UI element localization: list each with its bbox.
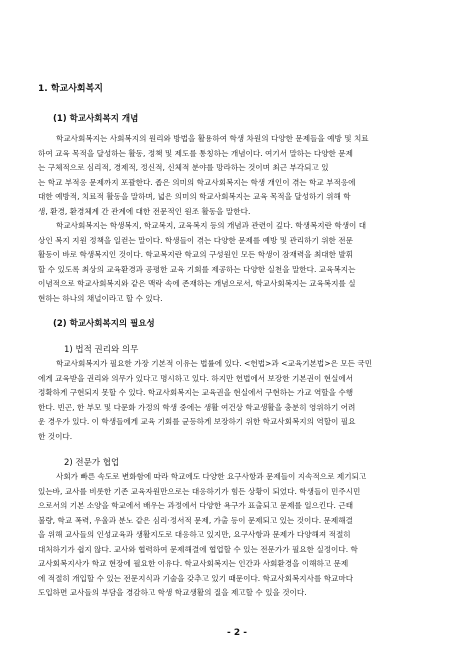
page-number: - 2 - xyxy=(227,628,247,638)
section-heading: 1. 학교사회복지 xyxy=(38,84,103,94)
text-line: 으로서의 기본 소양을 학교에서 배우는 과정에서 다양한 욕구가 표출되고 문제를 일으킨다. 근태 xyxy=(38,501,354,510)
text-line: 정확하게 구현되지 못할 수 있다. 학교사회복지는 교육권을 현실에서 구현하는 가교 역할을 수행 xyxy=(38,388,354,397)
text-line: 교사회복지사가 학교 현장에 필요한 이유다. 학교사회복지는 인간과 사회환경을 이해하고 문제 xyxy=(38,559,349,568)
text-line: 는 학교 부적응 문제까지 포괄한다. 좁은 의미의 학교사회복지는 학생 개인이 겪는 학교 부적응에 xyxy=(38,177,356,187)
text-line: 에게 교육받을 권리와 의무가 있다고 명시하고 있다. 하지만 헌법에서 보장한 기본권이 현실에서 xyxy=(38,373,354,383)
subsection-title-necessity: (2) 학교사회복지의 필요성 xyxy=(53,319,155,329)
text-line: 학교사회복지는 학생복지, 학교복지, 교육복지 등의 개념과 관련이 깊다. 학생복지란 학생이 대 xyxy=(56,221,367,230)
text-line: 상인 복지 지원 정책을 일컫는 말이다. 학생들이 겪는 다양한 문제를 예방 및 관리하기 위한 전문 xyxy=(38,235,353,245)
item-title-collaboration: 2) 전문가 협업 xyxy=(64,458,120,468)
text-line: 도입하면 교사들의 부담을 경감하고 학생 학교생활의 질을 제고할 수 있을 것이다. xyxy=(38,588,307,597)
legal-paragraph xyxy=(38,357,436,444)
text-line: 학교사회복지가 필요한 가장 기본적 이유는 법률에 있다. <헌법>과 <교육기본법>은 모든 국민 xyxy=(56,359,373,368)
text-line: 을 위해 교사들의 인성교육과 생활지도로 대응하고 있지만, 요구사항과 문제가 다양해져 적절히 xyxy=(38,530,351,539)
text-line: 생, 환경, 환경체계 간 관계에 대한 전문적인 원조 활동을 말한다. xyxy=(38,206,251,216)
concept-paragraph-1 xyxy=(38,132,436,219)
text-line: 한다. 빈곤, 한 부모 및 다문화 가정의 학생 중에는 생활 여건상 학교생활을 충분히 영위하기 어려 xyxy=(38,402,356,412)
text-line: 학교사회복지는 사회복지의 원리와 방법을 활용하여 학생 차원의 다양한 문제들을 예방 및 치료 xyxy=(56,134,369,143)
text-line: 한 것이다. xyxy=(38,431,73,441)
text-line: 사회가 빠른 속도로 변화함에 따라 학교에도 다양한 요구사항과 문제들이 지속적으로 제기되고 xyxy=(56,472,367,481)
collaboration-paragraph xyxy=(38,470,436,601)
text-line: 대한 예방적, 치료적 활동을 말하며, 넓은 의미의 학교사회복지는 교육 목적을 달성하기 위해 학 xyxy=(38,192,351,201)
text-line: 있는바, 교사를 비롯한 기존 교육자원만으로는 대응하기가 힘든 상황이 되었다. 학생들이 민주시민 xyxy=(38,486,361,496)
text-line: 할 수 있도록 최상의 교육환경과 공평한 교육 기회를 제공하는 다양한 실천을 말한다. 교육복지는 xyxy=(38,264,356,274)
text-line: 이념적으로 학교사회복지와 같은 맥락 속에 존재하는 개념으로서, 학교사회복지는 교육복지를 실 xyxy=(38,279,356,288)
text-line: 현하는 하나의 채널이라고 할 수 있다. xyxy=(38,293,163,303)
concept-paragraph-2 xyxy=(38,219,436,306)
text-line: 대처하기가 쉽지 않다. 교사와 협력하여 문제해결에 협업할 수 있는 전문가가 필요한 실정이다. 학 xyxy=(38,544,358,554)
text-line: 하여 교육 목적을 달성하는 활동, 정책 및 제도를 통칭하는 개념이다. 여기서 말하는 다양한 문제 xyxy=(38,148,353,158)
item-title-legal: 1) 법적 권리와 의무 xyxy=(64,345,139,355)
text-line: 운 경우가 있다. 이 학생들에게 교육 기회를 균등하게 보장하기 위한 학교사회복지의 역할이 필요 xyxy=(38,417,356,426)
text-line: 에 적절히 개입할 수 있는 전문지식과 기술을 갖추고 있기 때문이다. 학교사회복지사를 학교마다 xyxy=(38,573,354,583)
subsection-title-concept: (1) 학교사회복지 개념 xyxy=(53,114,139,124)
text-line: 활동이 바로 학생복지인 것이다. 학교복지란 학교의 구성원인 모든 학생이 잠재력을 최대한 발휘 xyxy=(38,250,354,259)
text-line: 불량, 학교 폭력, 우울과 분노 같은 심리·정서적 문제, 가출 등이 문제되고 있는 것이다. 문제해결 xyxy=(38,515,353,525)
text-line: 는 구체적으로 심리적, 경제적, 정신적, 신체적 분야를 망라하는 것이며 최근 부각되고 있 xyxy=(38,163,329,172)
